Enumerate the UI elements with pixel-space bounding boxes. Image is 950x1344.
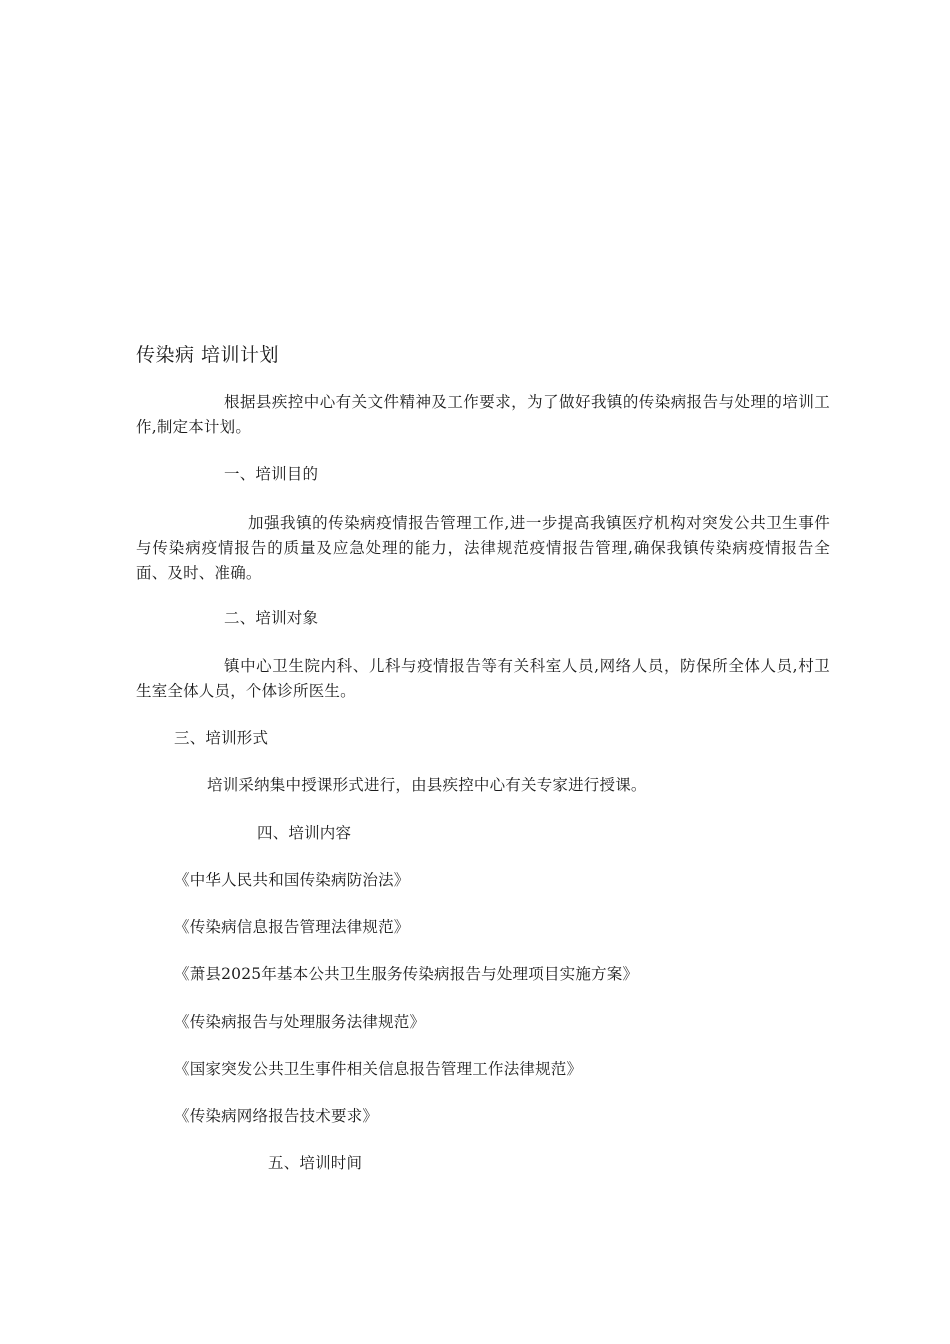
document-title: 传染病 培训计划 bbox=[136, 344, 280, 366]
content-item: 《萧县2025年基本公共卫生服务传染病报告与处理项目实施方案》 bbox=[174, 965, 639, 983]
section-heading-schedule: 五、培训时间 bbox=[268, 1154, 363, 1172]
section-heading-content: 四、培训内容 bbox=[257, 824, 352, 842]
section-heading-purpose: 一、培训目的 bbox=[224, 465, 319, 483]
content-item: 《传染病报告与处理服务法律规范》 bbox=[174, 1013, 426, 1031]
intro-paragraph: 根据县疾控中心有关文件精神及工作要求，为了做好我镇的传染病报告与处理的培训工作,制定本计划。 bbox=[136, 393, 830, 436]
purpose-paragraph: 加强我镇的传染病疫情报告管理工作,进一步提高我镇医疗机构对突发公共卫生事件与传染病疫情报告的质量及应急处理的能力，法律规范疫情报告管理,确保我镇传染病疫情报告全面、及时、准确。 bbox=[136, 514, 830, 582]
section-heading-audience: 二、培训对象 bbox=[224, 609, 319, 627]
format-paragraph: 培训采纳集中授课形式进行，由县疾控中心有关专家进行授课。 bbox=[207, 776, 647, 794]
audience-paragraph: 镇中心卫生院内科、儿科与疫情报告等有关科室人员,网络人员，防保所全体人员,村卫生室全体人员，个体诊所医生。 bbox=[136, 657, 830, 700]
content-item: 《传染病信息报告管理法律规范》 bbox=[174, 918, 410, 936]
content-item: 《中华人民共和国传染病防治法》 bbox=[174, 871, 410, 889]
section-heading-format: 三、培训形式 bbox=[174, 729, 269, 747]
content-item: 《传染病网络报告技术要求》 bbox=[174, 1107, 379, 1125]
content-item: 《国家突发公共卫生事件相关信息报告管理工作法律规范》 bbox=[174, 1060, 583, 1078]
